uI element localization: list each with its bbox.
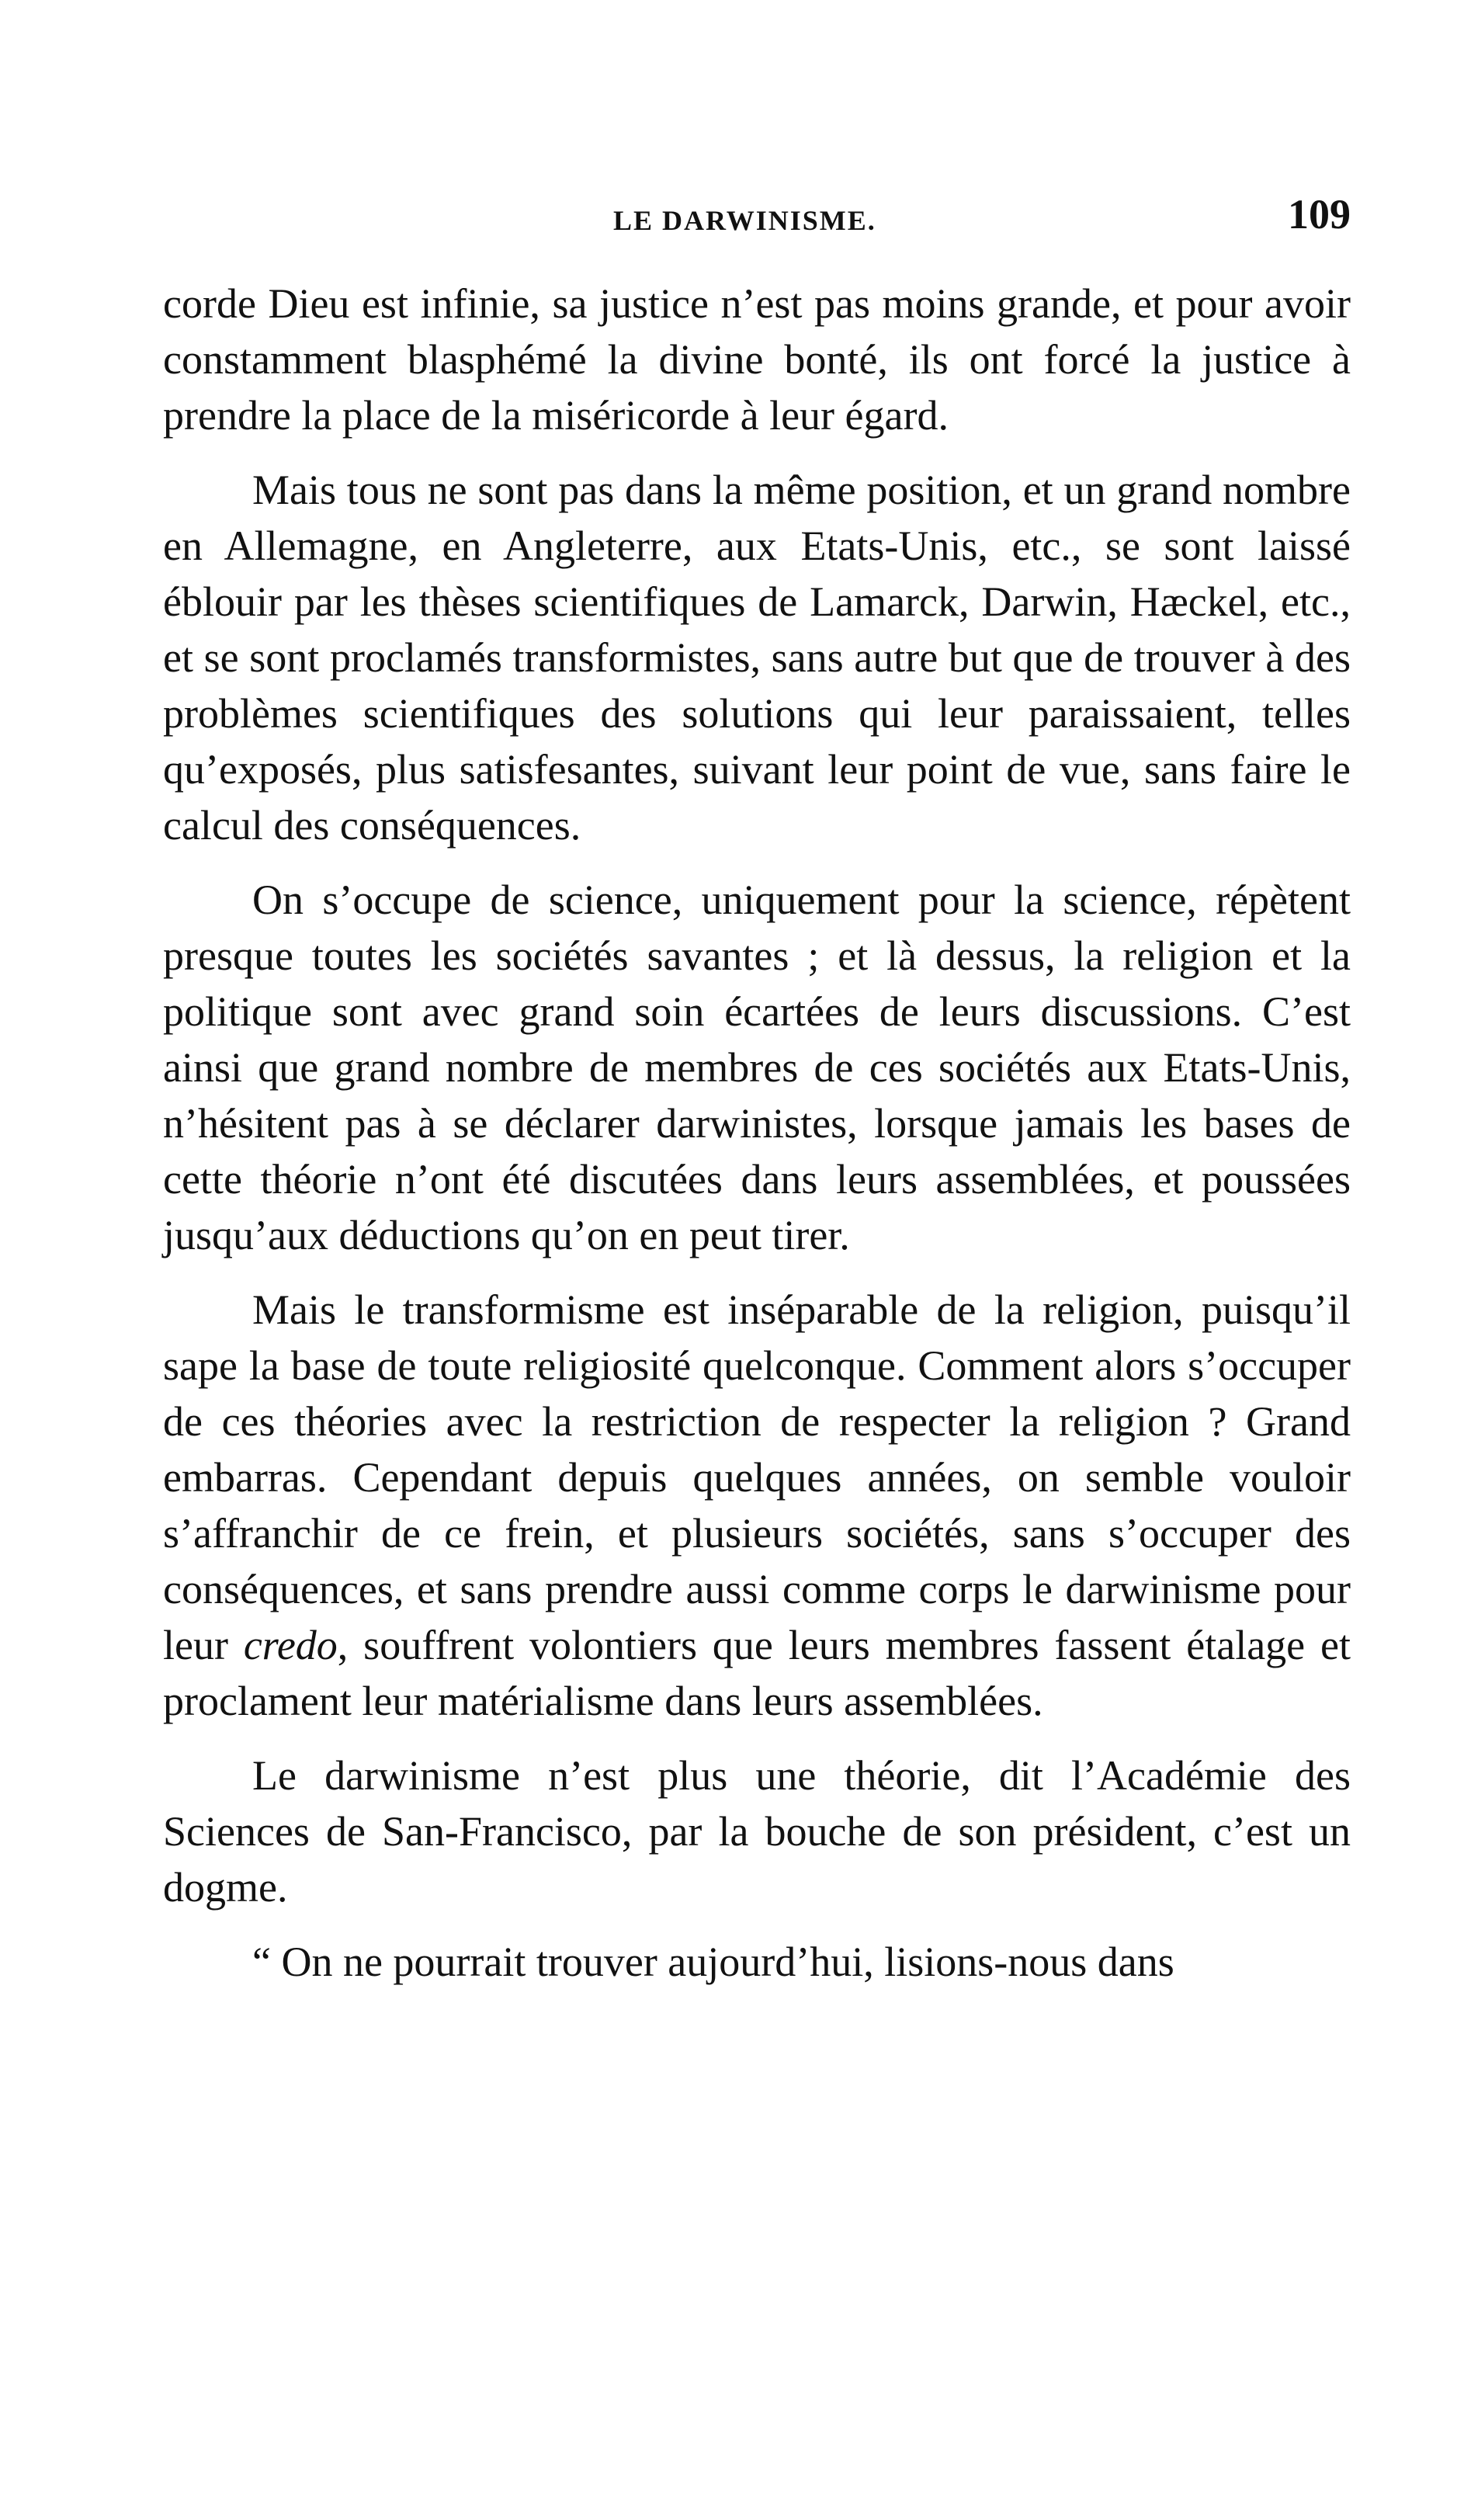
paragraph-5: Le darwinisme n’est plus une théorie, dit l’Académie des Sciences de San-Francisco, par la bouche de son président, c’est un dogme. [163, 1752, 1351, 1911]
body-text [163, 276, 1351, 2008]
paragraph-3: On s’occupe de science, uniquement pour la science, répètent presque toutes les sociétés savantes ; et là dessus, la religion et la politique sont avec grand soin écartées de leurs discussions. C’est ainsi que grand nombre de membres de ces sociétés aux Etats-Unis, n’hésitent pas à se déclarer darwinistes, lorsque jamais les bases de cette théorie n’ont été discutées dans leurs assemblées, et poussées jusqu’aux déductions qu’on en peut tirer. [163, 876, 1351, 1258]
running-head: LE DARWINISME. [613, 205, 876, 236]
paragraph-4-italic-term: credo [243, 1622, 338, 1668]
paragraph-4-text-end: , souffrent volontiers que leurs membres fassent étalage et proclament leur matérialisme dans leurs assemblées. [163, 1622, 1351, 1724]
page-number: 109 [1288, 191, 1351, 238]
paragraph-1: corde Dieu est infinie, sa justice n’est pas moins grande, et pour avoir constamment blasphémé la divine bonté, ils ont forcé la justice à prendre la place de la miséricorde à leur égard. [163, 280, 1351, 439]
page-header [163, 190, 1351, 252]
paragraph-4-text-start: Mais le transformisme est inséparable de la religion, puisqu’il sape la base de toute religiosité quelconque. Comment alors s’occuper de ces théories avec la restriction de respecter la religion ? Grand embarras. Cependant depuis quelques années, on semble vouloir s’affranchir de ce frein, et plusieurs sociétés, sans s’occuper des conséquences, et sans prendre aussi comme corps le darwinisme pour leur [163, 1286, 1351, 1668]
paragraph-2: Mais tous ne sont pas dans la même position, et un grand nombre en Allemagne, en Angleterre, aux Etats-Unis, etc., se sont laissé éblouir par les thèses scientifiques de Lamarck, Darwin, Hæckel, etc., et se sont proclamés transformistes, sans autre but que de trouver à des problèmes scientifiques des solutions qui leur paraissaient, telles qu’exposés, plus satisfesantes, suivant leur point de vue, sans faire le calcul des conséquences. [163, 467, 1351, 849]
paragraph-4 [163, 1282, 1351, 1729]
paragraph-6: “ On ne pourrait trouver aujourd’hui, lisions-nous dans [252, 1939, 1174, 1985]
